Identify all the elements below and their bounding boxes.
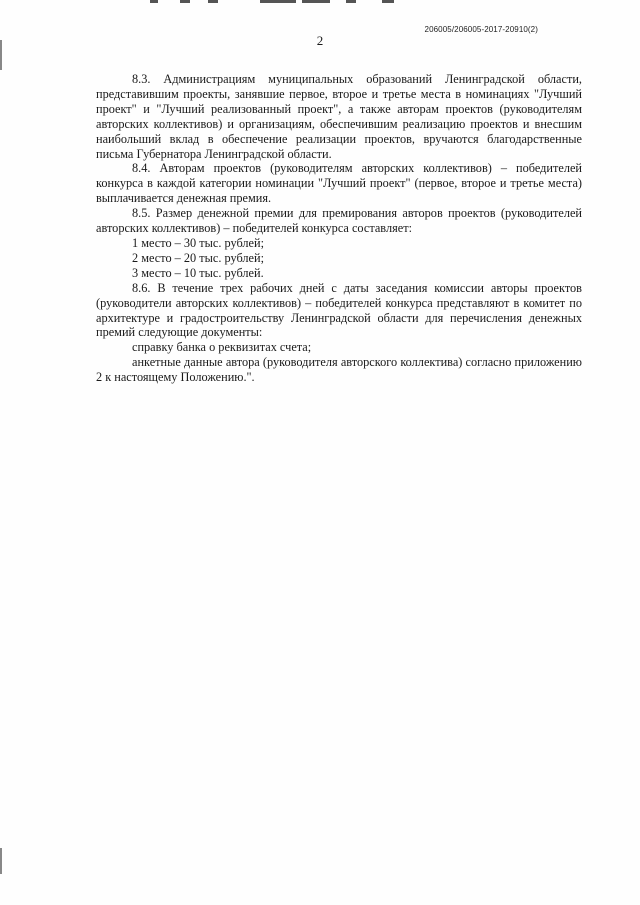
required-document-bank: справку банка о реквизитах счета; [132, 340, 312, 355]
prize-first-place: 1 место – 30 тыс. рублей; [132, 235, 265, 250]
document-body [96, 72, 582, 385]
paragraph-8-6: 8.6. В течение трех рабочих дней с даты заседания комиссии авторы проектов (руководители авторских коллективов) – победителей конкурса представляют в комитет по архитектуре и градостроительству Ленинградской области для перечисления денежных премий следующие документы: [96, 280, 582, 340]
scan-edge-mark [0, 848, 2, 874]
scan-artifact-top [150, 0, 410, 5]
paragraph-8-4: 8.4. Авторам проектов (руководителям авторских коллективов) – победителей конкурса в каждой категории номинации "Лучший проект" (первое, второе и третье места) выплачивается денежная премия. [96, 161, 582, 206]
paragraph-8-3: 8.3. Администрациям муниципальных образований Ленинградской области, представившим проекты, занявшие первое, второе и третье места в номинациях "Лучший проект" и "Лучший реализованный проект", а также авторам проектов (руководителям авторских коллективов) и организациям, обеспечившим реализацию проектов и внесшим наибольший вклад в обеспечение реализации проектов, вручаются благодарственные письма Губернатора Ленинградской области. [96, 72, 582, 161]
document-id: 206005/206005-2017-20910(2) [424, 25, 538, 34]
paragraph-8-5: 8.5. Размер денежной премии для премирования авторов проектов (руководителей авторских коллективов) – победителей конкурса составляет: [96, 206, 582, 236]
required-document-author-data: анкетные данные автора (руководителя авторского коллектива) согласно приложению 2 к настоящему Положению.". [96, 355, 582, 385]
prize-second-place: 2 место – 20 тыс. рублей; [132, 250, 265, 265]
page-number: 2 [316, 33, 324, 48]
prize-third-place: 3 место – 10 тыс. рублей. [132, 265, 264, 280]
